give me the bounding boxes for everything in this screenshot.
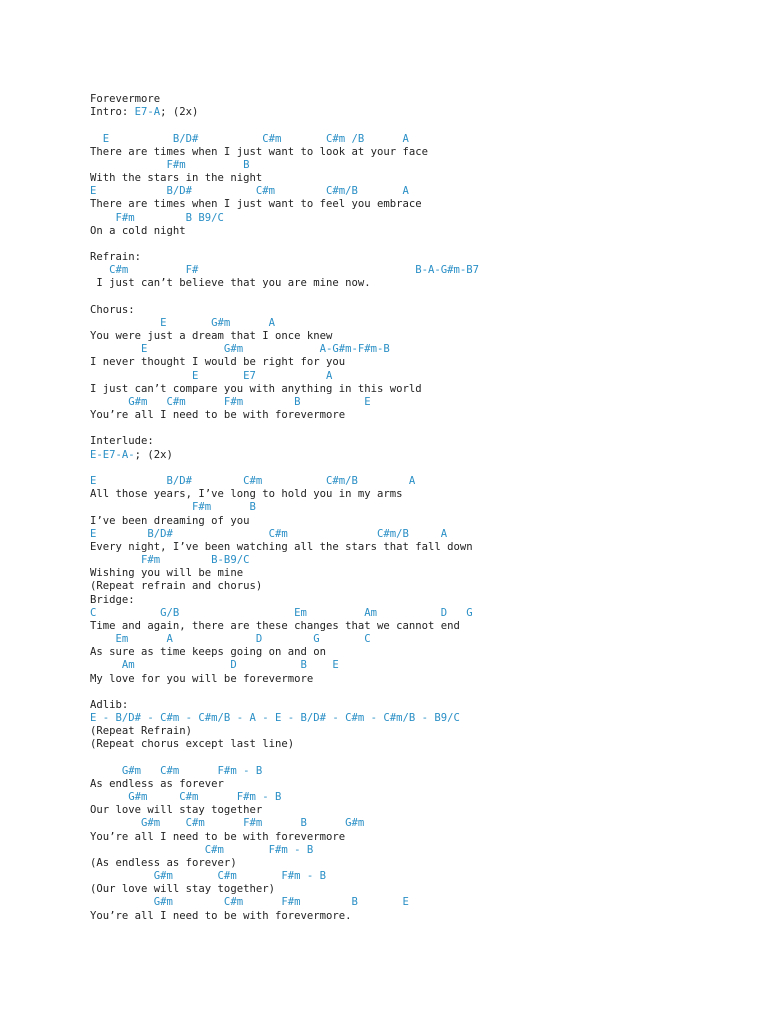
chord-line: Am D B E — [90, 659, 339, 672]
lyric-line: You’re all I need to be with forevermore — [90, 830, 346, 843]
blank-line — [90, 291, 750, 304]
lyric-text: Intro: — [90, 106, 135, 119]
chord-line: E - B/D# - C#m - C#m/B - A - E - B/D# - C#m - C#m/B - B9/C — [90, 712, 460, 725]
blank-line — [90, 422, 750, 435]
chord-text: E7-A — [134, 106, 161, 119]
chord-line: F#m B-B9/C — [90, 554, 250, 567]
chord-line: C#m F#m - B — [90, 843, 314, 856]
lyric-line: Forevermore — [90, 93, 161, 105]
chord-line: E B/D# C#m C#m /B A — [90, 132, 409, 145]
lyric-line: Our love will stay together — [90, 804, 263, 817]
chord-line: G#m C#m F#m - B — [90, 791, 282, 804]
chord-line: G#m C#m F#m B E — [90, 395, 371, 408]
blank-line — [90, 752, 750, 765]
lyric-line: With the stars in the night — [90, 172, 263, 185]
lyric-line: (Our love will stay together) — [90, 883, 275, 896]
lyric-line: You’re all I need to be with forevermore. — [90, 909, 352, 922]
chord-line: G#m C#m F#m - B — [90, 764, 263, 777]
lyric-line: Refrain: — [90, 251, 142, 264]
chord-line: E B/D# C#m C#m/B A — [90, 474, 416, 487]
lyric-line: Bridge: — [90, 593, 135, 606]
chord-line: E B/D# C#m C#m/B A — [90, 527, 448, 540]
lyric-text: ; (2x) — [160, 106, 199, 119]
lyric-line: Interlude: — [90, 435, 154, 448]
lyric-line: (Repeat Refrain) — [90, 725, 193, 738]
lyric-line: You were just a dream that I once knew — [90, 330, 333, 343]
lyric-line: You’re all I need to be with forevermore — [90, 409, 346, 422]
blank-line — [90, 686, 750, 699]
chord-line: E G#m A — [90, 316, 275, 329]
lyric-line: There are times when I just want to feel you embrace — [90, 198, 422, 211]
chord-line: G#m C#m F#m B G#m — [90, 817, 365, 830]
chord-line: F#m B — [90, 501, 256, 514]
lyric-line: (As endless as forever) — [90, 856, 237, 869]
lyric-line: (Repeat chorus except last line) — [90, 738, 295, 751]
chord-line: C G/B Em Am D G — [90, 606, 473, 619]
lyric-line: I never thought I would be right for you — [90, 356, 346, 369]
chord-line: E B/D# C#m C#m/B A — [90, 185, 409, 198]
lyric-line: Every night, I’ve been watching all the stars that fall down — [90, 540, 473, 553]
song-sheet — [90, 93, 750, 923]
mixed-line — [90, 449, 750, 462]
chord-line: C#m F# B-A-G#m-B7 — [90, 264, 480, 277]
mixed-line — [90, 106, 750, 119]
blank-line — [90, 462, 750, 475]
lyric-line: Adlib: — [90, 698, 129, 711]
lyric-line: Time and again, there are these changes that we cannot end — [90, 619, 460, 632]
lyric-line: There are times when I just want to look at your face — [90, 145, 429, 158]
blank-line — [90, 238, 750, 251]
lyric-text: ; (2x) — [134, 448, 173, 461]
lyric-line: As sure as time keeps going on and on — [90, 646, 326, 659]
lyric-line: As endless as forever — [90, 777, 224, 790]
chord-line: E G#m A-G#m-F#m-B — [90, 343, 390, 356]
chord-line: F#m B B9/C — [90, 211, 224, 224]
lyric-line: My love for you will be forevermore — [90, 672, 314, 685]
chord-line: G#m C#m F#m B E — [90, 896, 409, 909]
lyric-line: I’ve been dreaming of you — [90, 514, 250, 527]
chord-line: F#m B — [90, 158, 250, 171]
lyric-line: Chorus: — [90, 303, 135, 316]
lyric-line: I just can’t believe that you are mine now. — [90, 277, 371, 290]
lyric-line: (Repeat refrain and chorus) — [90, 580, 263, 593]
chord-text: E-E7-A- — [90, 448, 135, 461]
blank-line — [90, 119, 750, 132]
chord-line: E E7 A — [90, 369, 333, 382]
lyric-line: On a cold night — [90, 224, 186, 237]
chord-line: Em A D G C — [90, 633, 371, 646]
chord-line: G#m C#m F#m - B — [90, 870, 326, 883]
lyric-line: Wishing you will be mine — [90, 567, 244, 580]
lyric-line: All those years, I’ve long to hold you in my arms — [90, 488, 403, 501]
lyric-line: I just can’t compare you with anything in this world — [90, 382, 422, 395]
